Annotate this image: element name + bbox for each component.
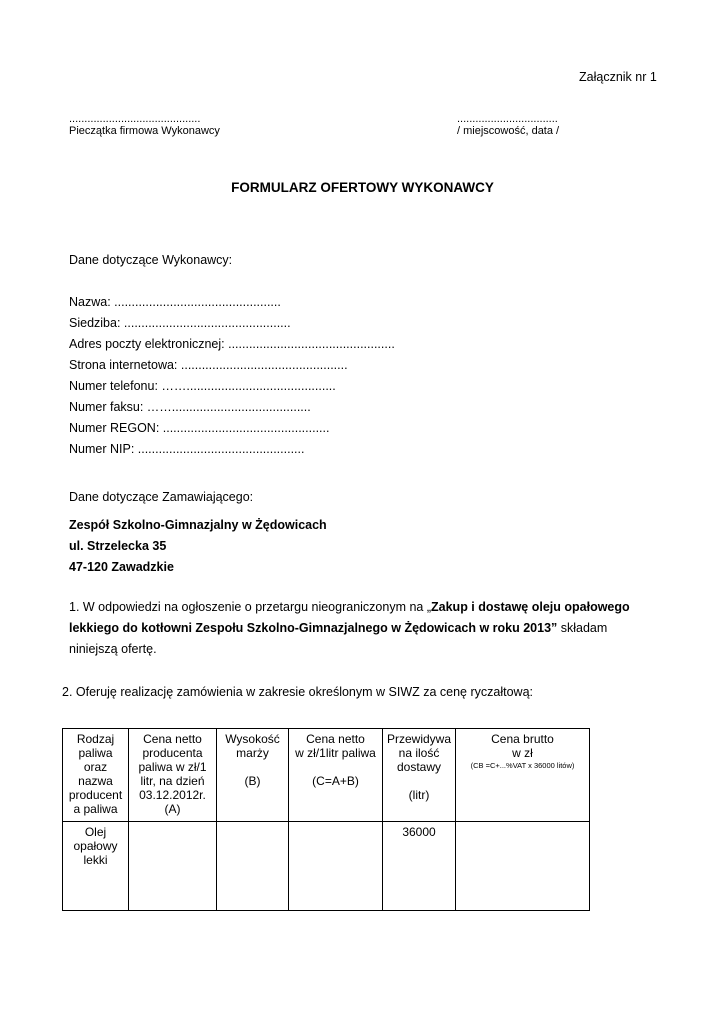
cell-margin[interactable] (217, 822, 289, 911)
field-seat: Siedziba: ................................................ (69, 316, 291, 330)
header-fuel-type: Rodzaj paliwa oraz nazwa producent a paliwa (63, 729, 129, 822)
table-row (63, 822, 590, 911)
offer-paragraph-1-prefix: 1. W odpowiedzi na ogłoszenie o przetargu nieograniczonym na „ (69, 600, 432, 614)
field-name: Nazwa: ................................................ (69, 295, 281, 309)
header-net-price-per-litre: Cena netto w zł/1litr paliwa (C=A+B) (289, 729, 383, 822)
gross-price-formula: (CB =C+...%VAT x 36000 litów) (470, 761, 575, 770)
place-date-label: / miejscowość, data / (457, 125, 560, 137)
field-fax: Numer faksu: ……........................................ (69, 400, 311, 414)
offer-paragraph-2: 2. Oferuję realizację zamówienia w zakresie określonym w SIWZ za cenę ryczałtową: (62, 685, 534, 699)
tender-subject: Zakup i dostawę oleju opałowego lekkiego do kotłowni Zespołu Szkolno-Gimnazjalnego w Żędowicach w roku 2013” (69, 600, 630, 635)
offer-paragraph-1-suffix: składam niniejszą ofertę. (69, 621, 608, 656)
stamp-label: Pieczątka firmowa Wykonawcy (69, 125, 220, 137)
orderer-city: 47-120 Zawadzkie (69, 560, 174, 574)
header-gross-price-label: Cena brutto w zł (491, 732, 554, 760)
cell-net-price-producer[interactable] (129, 822, 217, 911)
field-phone: Numer telefonu: ……........................................... (69, 379, 336, 393)
place-date-dots: ................................. (457, 113, 558, 125)
orderer-heading: Dane dotyczące Zamawiającego: (69, 490, 254, 504)
field-nip: Numer NIP: ................................................ (69, 442, 305, 456)
header-quantity: Przewidywa na ilość dostawy (litr) (383, 729, 456, 822)
contractor-heading: Dane dotyczące Wykonawcy: (69, 253, 233, 267)
table-header-row (63, 729, 590, 822)
price-table (62, 728, 590, 911)
cell-gross-price[interactable] (456, 822, 590, 911)
header-gross-price (456, 729, 590, 822)
orderer-street: ul. Strzelecka 35 (69, 539, 167, 553)
field-website: Strona internetowa: ................................................ (69, 358, 348, 372)
field-email: Adres poczty elektronicznej: ................................................ (69, 337, 395, 351)
header-net-price-producer: Cena netto producenta paliwa w zł/1 litr, na dzień 03.12.2012r. (A) (129, 729, 217, 822)
header-margin: Wysokość marży (B) (217, 729, 289, 822)
page-title: FORMULARZ OFERTOWY WYKONAWCY (231, 180, 494, 195)
offer-paragraph-1 (69, 597, 654, 660)
orderer-name: Zespół Szkolno-Gimnazjalny w Żędowicach (69, 518, 327, 532)
cell-quantity: 36000 (383, 822, 456, 911)
stamp-dots: ........................................... (69, 113, 201, 125)
attachment-label: Załącznik nr 1 (579, 70, 657, 84)
cell-net-price-per-litre[interactable] (289, 822, 383, 911)
cell-fuel-type: Olej opałowy lekki (63, 822, 129, 911)
field-regon: Numer REGON: ................................................ (69, 421, 330, 435)
